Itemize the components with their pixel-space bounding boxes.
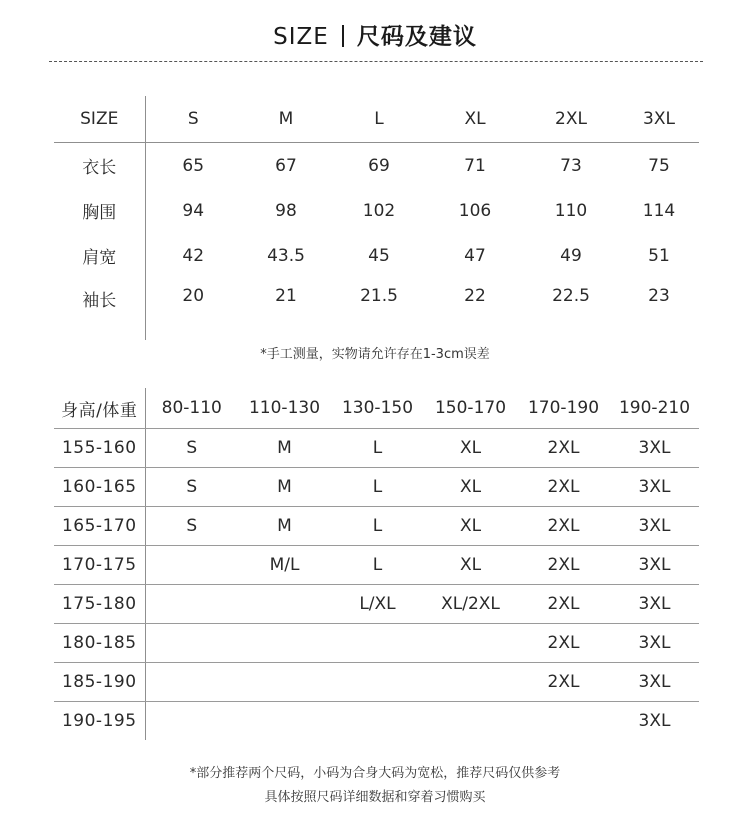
dashed-divider	[49, 61, 703, 62]
table-cell: XL/2XL	[424, 585, 517, 624]
table-cell: 45	[368, 245, 390, 266]
page-title	[0, 20, 750, 54]
header-cell: 130-150	[331, 388, 424, 429]
table-cell: 3XL	[610, 585, 699, 624]
row-label: 180-185	[54, 624, 145, 663]
table-cell: 3XL	[610, 624, 699, 663]
table-cell	[424, 702, 517, 741]
table-cell: 69	[368, 155, 390, 176]
table-cell	[331, 624, 424, 663]
title-divider	[342, 25, 344, 47]
title-cn: 尺码及建议	[356, 24, 477, 50]
table-cell: 110	[554, 200, 588, 221]
row-label: 袖长	[54, 278, 145, 340]
table-cell: 3XL	[610, 546, 699, 585]
recommendation-note-line1: *部分推荐两个尺码，小码为合身大码为宽松，推荐尺码仅供参考	[189, 766, 561, 781]
header-cell: 80-110	[145, 388, 238, 429]
table-cell: 3XL	[610, 429, 699, 468]
table-cell: 102	[362, 200, 396, 221]
table-cell: L	[331, 429, 424, 468]
table-cell: S	[145, 507, 238, 546]
table-cell: L/XL	[331, 585, 424, 624]
table-row	[54, 143, 699, 189]
table-cell: 94	[182, 200, 205, 221]
table-cell: 67	[275, 155, 297, 176]
table-row	[54, 585, 699, 624]
table-cell: 2XL	[517, 468, 610, 507]
row-label: 170-175	[54, 546, 145, 585]
table-cell: 20	[182, 286, 205, 306]
table-row	[54, 546, 699, 585]
table-cell	[238, 624, 331, 663]
table-cell: 2XL	[517, 663, 610, 702]
size-recommendation-table	[54, 388, 699, 740]
row-label: 185-190	[54, 663, 145, 702]
row-label: 165-170	[54, 507, 145, 546]
header-cell: 170-190	[517, 388, 610, 429]
row-label: 衣长	[54, 143, 145, 189]
table-cell: 65	[182, 155, 205, 176]
header-cell: 150-170	[424, 388, 517, 429]
header-cell: 身高/体重	[54, 388, 145, 429]
table-cell: 22	[464, 286, 486, 306]
table-cell: M	[238, 468, 331, 507]
row-label: 155-160	[54, 429, 145, 468]
table-cell: M/L	[238, 546, 331, 585]
table-row	[54, 468, 699, 507]
table-cell	[517, 702, 610, 741]
table-cell: 22.5	[552, 286, 590, 306]
table-cell	[424, 663, 517, 702]
table-row	[54, 507, 699, 546]
table-cell: 73	[560, 155, 582, 176]
table-cell: L	[331, 507, 424, 546]
table-cell: 3XL	[610, 663, 699, 702]
row-label: 胸围	[54, 188, 145, 233]
table-cell: S	[145, 429, 238, 468]
measurement-note: *手工测量，实物请允许存在1-3cm误差	[260, 347, 490, 362]
header-cell: 3XL	[619, 96, 699, 143]
table-cell: 21.5	[360, 286, 398, 306]
table-cell: 3XL	[610, 468, 699, 507]
table-cell: 2XL	[517, 624, 610, 663]
table-cell: 2XL	[517, 585, 610, 624]
table-cell: 106	[458, 200, 492, 221]
header-cell: L	[331, 96, 427, 143]
header-cell: 190-210	[610, 388, 699, 429]
table-row	[54, 663, 699, 702]
table-cell: 43.5	[267, 245, 305, 266]
table-cell: 2XL	[517, 507, 610, 546]
table-cell: L	[331, 468, 424, 507]
measurement-header-row	[54, 96, 699, 143]
table-cell: 114	[642, 200, 676, 221]
table-cell: 2XL	[517, 546, 610, 585]
table-cell	[238, 702, 331, 741]
recommendation-header-row	[54, 388, 699, 429]
table-cell	[145, 585, 238, 624]
row-label: 160-165	[54, 468, 145, 507]
recommendation-note-line2: 具体按照尺码详细数据和穿着习惯购买	[264, 790, 486, 805]
table-cell	[331, 702, 424, 741]
header-cell: M	[241, 96, 331, 143]
table-cell: 3XL	[638, 711, 671, 731]
table-cell: 71	[464, 155, 486, 176]
table-cell	[238, 585, 331, 624]
table-cell: 75	[648, 155, 670, 176]
table-cell: M	[238, 507, 331, 546]
table-cell: 49	[560, 245, 582, 266]
table-cell	[424, 624, 517, 663]
table-cell	[331, 663, 424, 702]
title-en: SIZE	[273, 24, 329, 50]
table-row	[54, 188, 699, 233]
header-cell: S	[145, 96, 241, 143]
header-cell: 2XL	[523, 96, 619, 143]
table-cell: XL	[424, 507, 517, 546]
table-row	[54, 233, 699, 278]
table-cell	[145, 624, 238, 663]
row-label: 190-195	[54, 702, 145, 741]
table-cell: 51	[648, 245, 670, 266]
table-cell: 21	[275, 286, 297, 306]
table-cell	[145, 663, 238, 702]
table-cell	[145, 546, 238, 585]
recommendation-note	[0, 762, 750, 810]
table-cell: 2XL	[517, 429, 610, 468]
table-row	[54, 702, 699, 741]
table-row	[54, 624, 699, 663]
table-cell: L	[331, 546, 424, 585]
table-cell: 23	[648, 286, 670, 306]
measurement-table	[54, 96, 699, 340]
table-cell: XL	[424, 468, 517, 507]
row-label: 175-180	[54, 585, 145, 624]
table-row	[54, 429, 699, 468]
header-cell: 110-130	[238, 388, 331, 429]
table-cell: 98	[275, 200, 297, 221]
table-cell: 3XL	[610, 507, 699, 546]
table-cell: 42	[182, 245, 205, 266]
header-cell: XL	[427, 96, 523, 143]
table-cell: XL	[424, 429, 517, 468]
header-cell: SIZE	[54, 96, 145, 143]
table-cell	[145, 702, 238, 741]
row-label: 肩宽	[54, 233, 145, 278]
table-cell: 47	[464, 245, 486, 266]
table-cell	[238, 663, 331, 702]
table-cell: XL	[424, 546, 517, 585]
table-row	[54, 278, 699, 340]
table-cell: M	[238, 429, 331, 468]
table-cell: S	[145, 468, 238, 507]
